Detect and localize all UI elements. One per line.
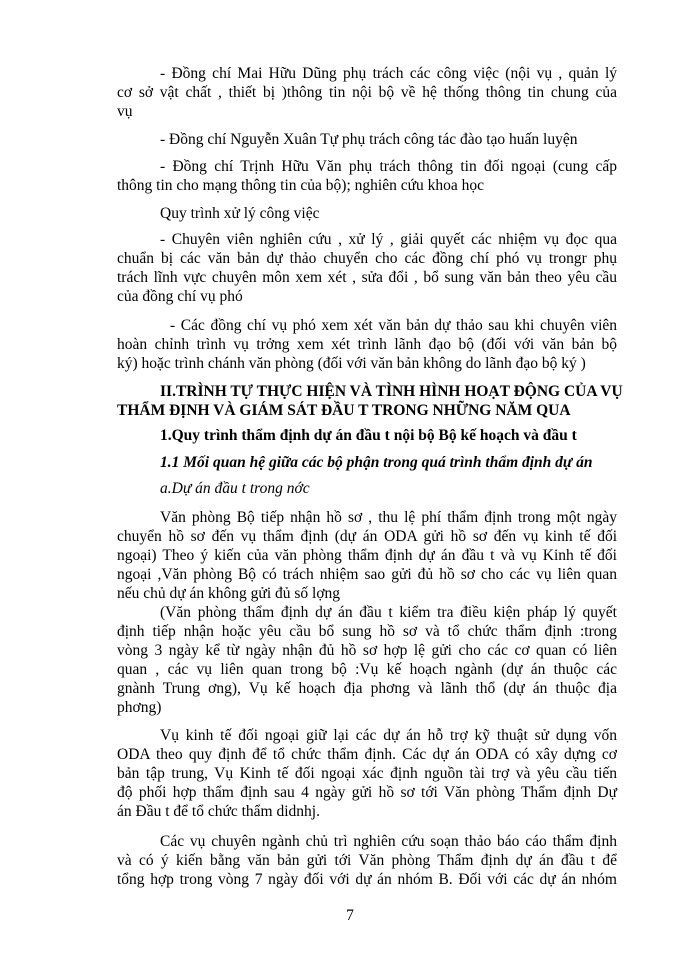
heading-line: II.TRÌNH TỰ THỰC HIỆN VÀ TÌNH HÌNH HOẠT ĐỘNG CỦA VỤ	[160, 383, 623, 400]
text-line: - Chuyên viên nghiên cứu , xử lý , giải quyết các nhiệm vụ đọc qua	[160, 231, 617, 248]
paragraph-cac-vu-chuyen-nganh	[117, 832, 617, 889]
text-line: (Văn phòng thẩm định dự án đầu t kiểm tra điều kiện pháp lý quyết	[160, 604, 617, 621]
text-line: và có ý kiến bằng văn bản gửi tới Văn phòng Thẩm định dự án đầu t để	[117, 852, 617, 869]
paragraph-mai-huu-dung	[117, 64, 617, 121]
text-line: cơ sở vật chất , thiết bị )thông tin nội bộ về hệ thống thông tin chung của	[117, 84, 617, 101]
page-number: 7	[346, 907, 354, 924]
paragraph-van-phong-bo	[117, 508, 617, 603]
text-line: ODA theo quy định để tổ chức thẩm định. Các dự án ODA có xây dựng cơ	[117, 746, 617, 763]
text-line: gnành Trung ơng), Vụ kế hoạch địa phơng và lãnh thổ (dự án thuộc địa	[117, 680, 617, 697]
paragraph-vu-kinh-te-doi-ngoai	[117, 726, 617, 821]
text-line: Quy trình xử lý công việc	[160, 205, 320, 222]
text-line: độ phối hợp thẩm định sau 4 ngày gửi hồ sơ tới Văn phòng Thẩm định Dự	[117, 784, 617, 801]
paragraph-nguyen-xuan-tu	[117, 130, 617, 149]
text-line: ngoại ,Văn phòng Bộ có trách nhiệm sao gửi đủ hồ sơ cho các vụ liên quan	[117, 566, 617, 583]
text-line: Các vụ chuyên ngành chủ trì nghiên cứu soạn thảo báo cáo thẩm định	[160, 833, 617, 850]
text-line: - Đồng chí Mai Hữu Dũng phụ trách các công việc (nội vụ , quản lý	[160, 65, 617, 82]
text-line: quan , các vụ liên quan trong bộ :Vụ kế hoạch ngành (dự án thuộc các	[117, 661, 617, 678]
text-line: thông tin cho mạng thông tin của bộ); nghiên cứu khoa học	[117, 177, 484, 194]
text-line: ngoại) Theo ý kiến của văn phòng thẩm định dự án đầu t và vụ Kinh tế đối	[117, 547, 617, 564]
text-line: chuyển hồ sơ đến vụ thẩm định (dự án ODA gửi hồ sơ đến vụ kinh tế đối	[117, 528, 617, 545]
text-line: - Đồng chí Nguyễn Xuân Tự phụ trách công tác đào tạo huấn luyện	[160, 131, 578, 148]
heading-line: 1.1 Mối quan hệ giữa các bộ phận trong quá trình thẩm định dự án	[160, 454, 593, 471]
text-line: nếu chủ dự án không gửi đủ số lợng	[117, 585, 341, 602]
text-line: vòng 3 ngày kể từ ngày nhận đủ hồ sơ hợp lệ gửi cho các cơ quan có liên	[117, 642, 617, 659]
paragraph-van-phong-tham-dinh	[117, 603, 617, 717]
text-line: vụ	[117, 103, 133, 120]
text-line: án Đầu t để tổ chức thẩm didnhj.	[117, 803, 320, 820]
text-line: trách lĩnh vực chuyên môn xem xét , sửa đổi , bổ sung văn bản theo yêu cầu	[117, 269, 617, 286]
text-line: ký) hoặc trình chánh văn phòng (đối với văn bản không do lãnh đạo bộ ký )	[117, 355, 586, 372]
text-line: - Đồng chí Trịnh Hữu Văn phụ trách thông tin đối ngoại (cung cấp	[160, 158, 617, 175]
heading-line: THẨM ĐỊNH VÀ GIÁM SÁT ĐẦU T TRONG NHỮNG NĂM QUA	[117, 402, 571, 419]
text-line: phơng)	[117, 699, 162, 716]
text-line: tổng hợp trong vòng 7 ngày đối với dự án nhóm B. Đối với các dự án nhóm	[117, 871, 617, 888]
paragraph-trinh-huu-van	[117, 157, 617, 195]
section-heading-ii	[117, 382, 623, 420]
heading-line: a.Dự án đầu t trong nớc	[160, 480, 310, 497]
text-line: Văn phòng Bộ tiếp nhận hồ sơ , thu lệ phí thẩm định trong một ngày	[160, 509, 617, 526]
paragraph-vu-pho	[117, 316, 617, 373]
text-line: chuẩn bị các văn bản dự thảo chuyển cho các đồng chí phó vụ trongr phụ	[117, 250, 617, 267]
text-line: Vụ kinh tế đối ngoại giữ lại các dự án hỗ trợ kỹ thuật sử dụng vốn	[160, 727, 617, 744]
text-line: của đồng chí vụ phó	[117, 288, 243, 305]
subsection-heading-1-1	[117, 453, 617, 472]
subsection-heading-1	[117, 426, 617, 445]
paragraph-quy-trinh	[117, 204, 617, 223]
subsection-heading-a	[117, 479, 617, 498]
text-line: hoàn chỉnh trình vụ trởng xem xét trình lãnh đạo bộ (đối với văn bản bộ	[117, 336, 617, 353]
text-line: bản tập trung, Vụ Kinh tế đối ngoại xác định nguồn tài trợ và yêu cầu tiến	[117, 765, 617, 782]
paragraph-chuyen-vien	[117, 230, 617, 306]
text-line: định tiếp nhận hoặc yêu cầu bổ sung hồ sơ và tổ chức thẩm định :trong	[117, 623, 617, 640]
heading-line: 1.Quy trình thẩm định dự án đầu t nội bộ Bộ kế hoạch và đầu t	[160, 427, 577, 444]
text-line: - Các đồng chí vụ phó xem xét văn bản dự thảo sau khi chuyên viên	[170, 317, 617, 334]
